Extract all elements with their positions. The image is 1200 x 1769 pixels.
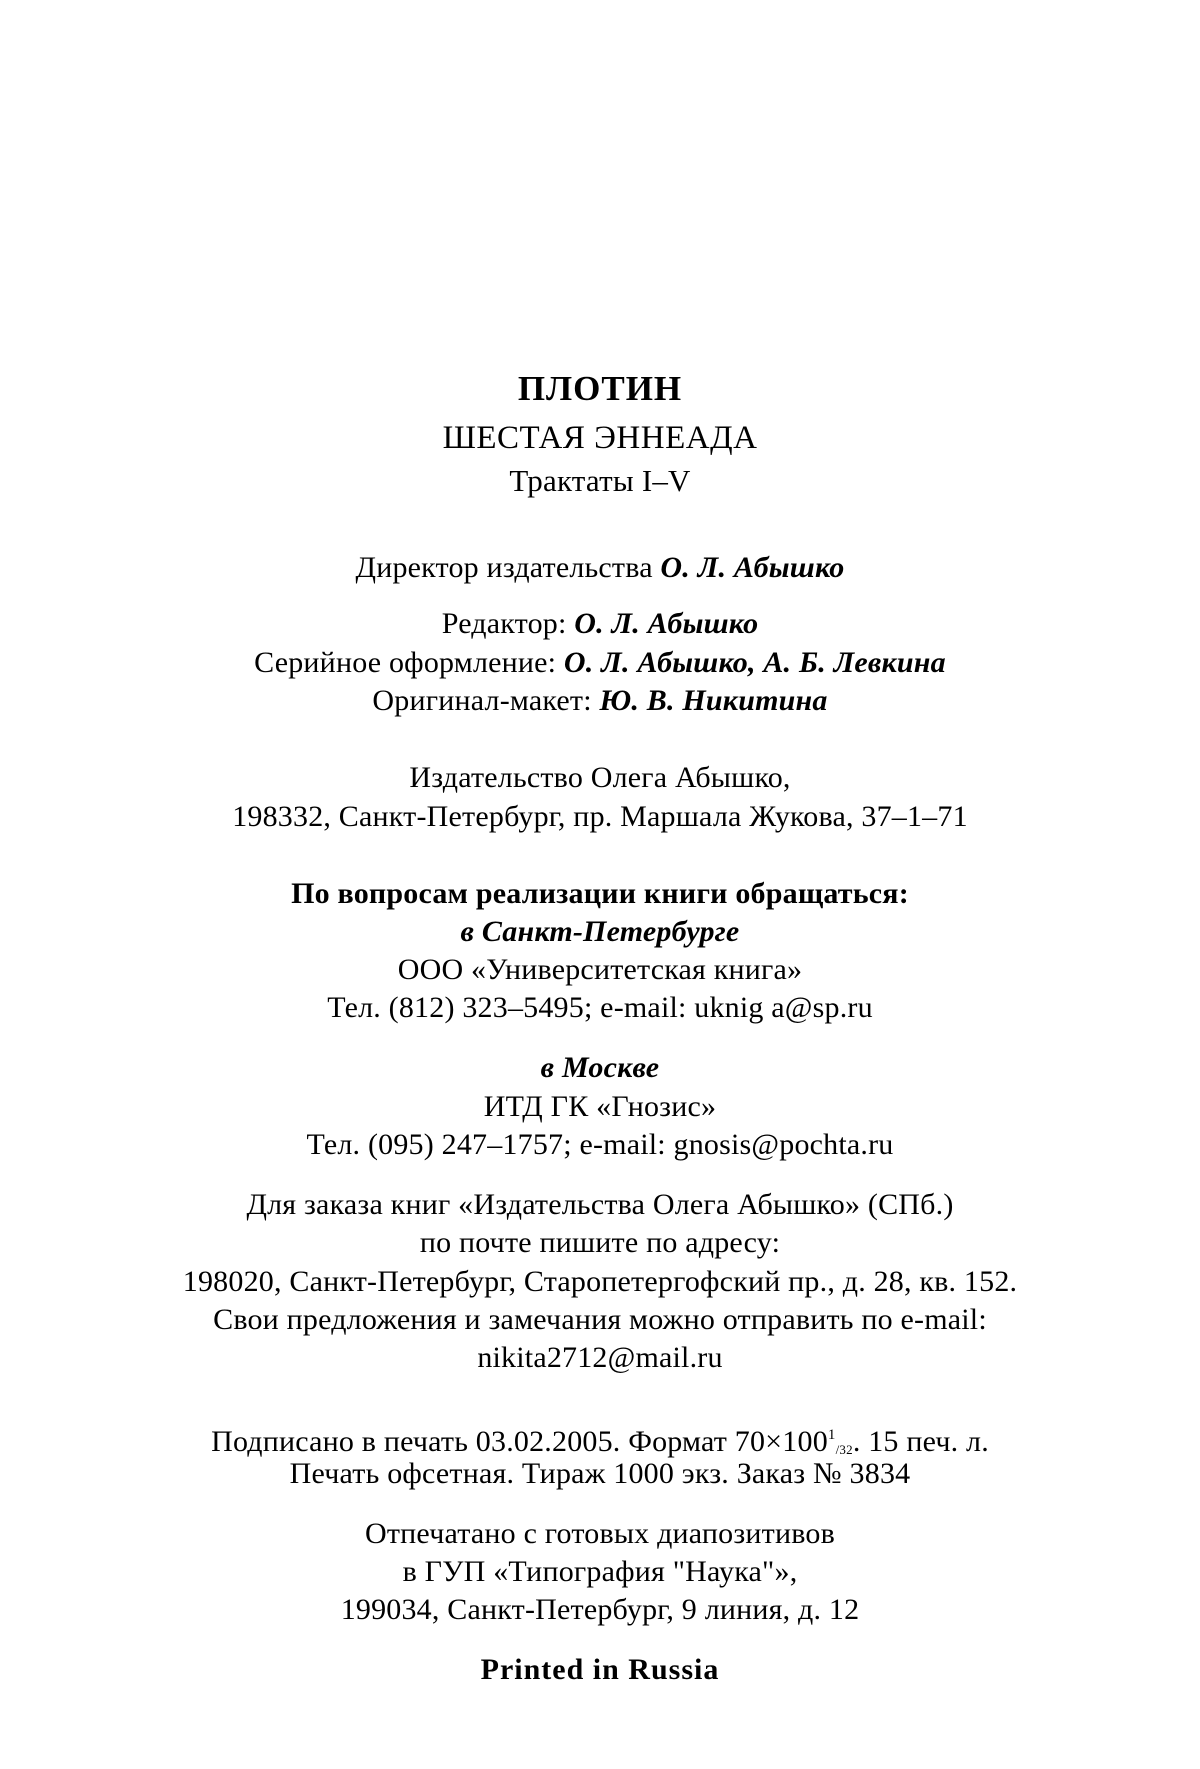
layout-label: Оригинал-макет:: [372, 684, 600, 717]
print-info-after: . 15 печ. л.: [852, 1425, 989, 1458]
editor-label: Редактор:: [441, 607, 575, 640]
layout-name: Ю. В. Никитина: [599, 684, 828, 717]
print-info-line-1: Подписано в печать 03.02.2005. Формат $70\times 100^1/32$. 15 печ. л.: [211, 1425, 989, 1458]
publisher-name: Издательство Олега Абышко,: [409, 761, 791, 794]
format-fraction-denominator: 32: [839, 1442, 853, 1457]
series-design-label: Серийное оформление:: [254, 646, 564, 679]
orders-line-1: Для заказа книг «Издательства Олега Абышко» (СПб.): [246, 1188, 954, 1221]
spb-org: ООО «Университетская книга»: [397, 953, 803, 986]
treatises-line: Трактаты I–V: [509, 463, 691, 498]
orders-email: nikita2712@mail.ru: [477, 1341, 723, 1374]
orders-line-4: Свои предложения и замечания можно отправить по e-mail:: [213, 1303, 987, 1336]
print-info-line-2: Печать офсетная. Тираж 1000 экз. Заказ № 3834: [289, 1457, 911, 1490]
format-fraction-numerator: 1: [827, 1427, 836, 1443]
spb-city: в Санкт-Петербурге: [460, 915, 740, 948]
printed-in-russia: Printed in Russia: [480, 1653, 720, 1686]
printer-line-3: 199034, Санкт-Петербург, 9 линия, д. 12: [340, 1593, 860, 1626]
moscow-org: ИТД ГК «Гнозис»: [483, 1090, 717, 1123]
orders-line-3: 198020, Санкт-Петербург, Старопетергофский пр., д. 28, кв. 152.: [182, 1265, 1018, 1298]
publisher-address: 198332, Санкт-Петербург, пр. Маршала Жукова, 37–1–71: [232, 800, 968, 833]
printer-line-1: Отпечатано с готовых диапозитивов: [365, 1517, 835, 1550]
orders-line-2: по почте пишите по адресу:: [419, 1226, 781, 1259]
moscow-contact: Тел. (095) 247–1757; e-mail: gnosis@pochta.ru: [306, 1128, 894, 1161]
series-design-line: [0, 644, 1200, 682]
editor-name: О. Л. Абышко: [574, 607, 759, 640]
author-title: ПЛОТИН: [517, 369, 683, 408]
book-subtitle: ШЕСТАЯ ЭННЕАДА: [442, 420, 758, 456]
editor-line: [0, 605, 1200, 643]
director-label: Директор издательства: [355, 551, 661, 584]
director-line: [0, 549, 1200, 587]
distribution-heading: По вопросам реализации книги обращаться:: [291, 877, 909, 910]
moscow-city: в Москве: [540, 1051, 660, 1084]
print-info-before: Подписано в печать 03.02.2005. Формат 70×100: [211, 1425, 828, 1458]
layout-line: [0, 682, 1200, 720]
spb-contact: Тел. (812) 323–5495; e-mail: uknig a@sp.ru: [327, 991, 873, 1024]
series-design-names: О. Л. Абышко, А. Б. Левкина: [563, 646, 946, 679]
printer-line-2: в ГУП «Типография "Наука"»,: [402, 1555, 798, 1588]
director-name: О. Л. Абышко: [660, 551, 845, 584]
